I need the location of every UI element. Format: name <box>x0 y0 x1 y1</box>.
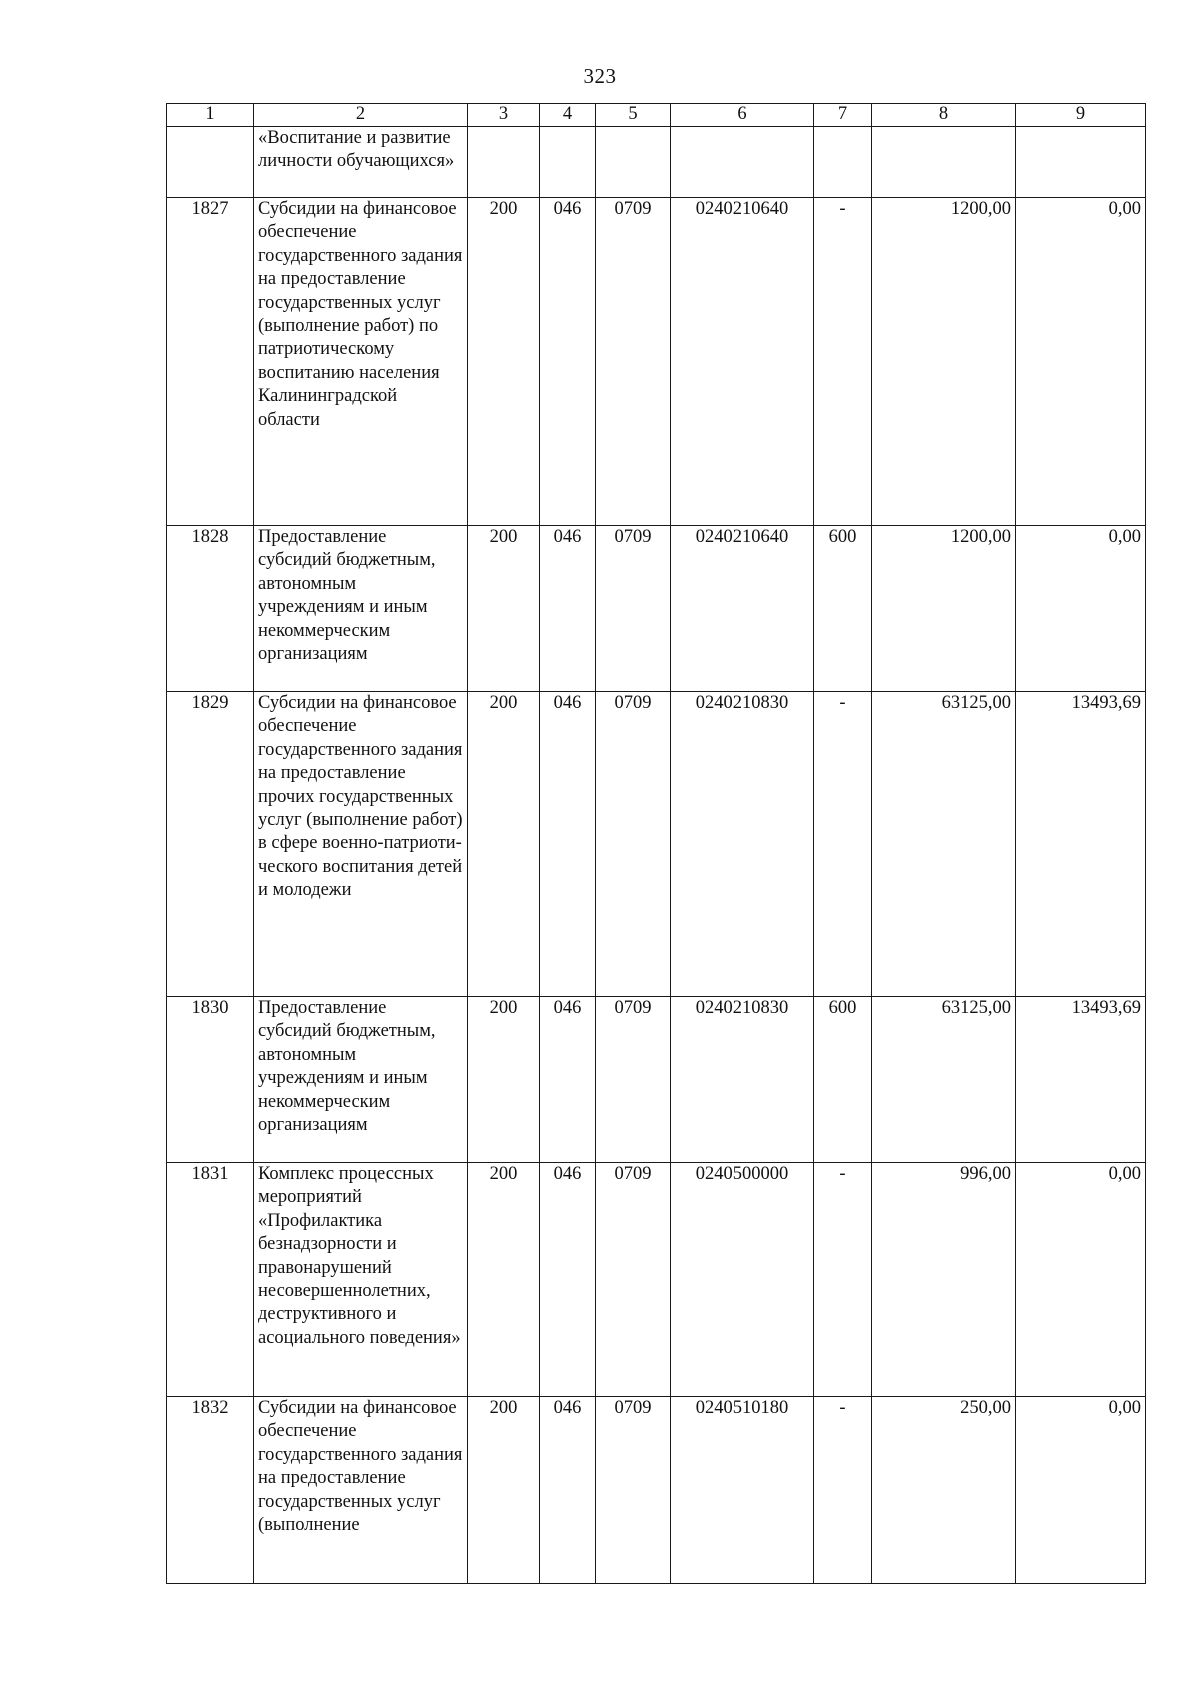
table-row <box>167 127 1146 198</box>
cell-col4 <box>540 127 596 198</box>
row-number: 1830 <box>167 997 254 1163</box>
cell-col3 <box>468 127 540 198</box>
cell-col4: 046 <box>540 1397 596 1584</box>
column-header-5: 5 <box>596 104 671 127</box>
cell-col3: 200 <box>468 1397 540 1584</box>
cell-col4: 046 <box>540 526 596 692</box>
cell-col9 <box>1016 127 1146 198</box>
cell-col9: 0,00 <box>1016 1397 1146 1584</box>
cell-col9: 13493,69 <box>1016 997 1146 1163</box>
column-header-7: 7 <box>814 104 872 127</box>
cell-col8: 1200,00 <box>872 198 1016 526</box>
cell-col8: 996,00 <box>872 1163 1016 1397</box>
column-header-3: 3 <box>468 104 540 127</box>
column-header-9: 9 <box>1016 104 1146 127</box>
cell-col9: 0,00 <box>1016 198 1146 526</box>
row-number: 1829 <box>167 692 254 997</box>
row-name: Субсидии на финансовое обеспечение государственного задания на предоставление государственных услуг (выполнение работ) по патриотическому воспитанию населения Калининградской области <box>254 198 468 526</box>
column-header-6: 6 <box>671 104 814 127</box>
cell-col3: 200 <box>468 526 540 692</box>
cell-col5: 0709 <box>596 1163 671 1397</box>
row-name: Субсидии на финансовое обеспечение государственного задания на предоставление государственных услуг (выполнение <box>254 1397 468 1584</box>
cell-col5: 0709 <box>596 1397 671 1584</box>
cell-col8: 1200,00 <box>872 526 1016 692</box>
cell-col9: 13493,69 <box>1016 692 1146 997</box>
cell-col3: 200 <box>468 997 540 1163</box>
cell-col3: 200 <box>468 198 540 526</box>
cell-col3: 200 <box>468 692 540 997</box>
header-row <box>167 104 1146 127</box>
cell-col5: 0709 <box>596 692 671 997</box>
cell-col8: 63125,00 <box>872 997 1016 1163</box>
table-header <box>167 104 1146 127</box>
column-header-1: 1 <box>167 104 254 127</box>
cell-col6: 0240510180 <box>671 1397 814 1584</box>
cell-col7: - <box>814 1163 872 1397</box>
cell-col7: 600 <box>814 526 872 692</box>
cell-col9: 0,00 <box>1016 526 1146 692</box>
cell-col5: 0709 <box>596 198 671 526</box>
table-row <box>167 1397 1146 1584</box>
row-name: Предоставление субсидий бюджетным, автономным учреждениям и иным некоммерческим организациям <box>254 997 468 1163</box>
cell-col6: 0240210640 <box>671 198 814 526</box>
row-name: Предоставление субсидий бюджетным, автономным учреждениям и иным некоммерческим организациям <box>254 526 468 692</box>
cell-col6: 0240210830 <box>671 692 814 997</box>
table-row <box>167 526 1146 692</box>
row-number: 1832 <box>167 1397 254 1584</box>
column-header-8: 8 <box>872 104 1016 127</box>
table-row <box>167 997 1146 1163</box>
row-name: «Воспитание и развитие личности обучающихся» <box>254 127 468 198</box>
page-number: 323 <box>583 64 617 88</box>
budget-table <box>166 103 1146 1584</box>
row-name: Комплекс процессных мероприятий «Профилактика безнадзорности и правонарушений несовершеннолетних, деструктивного и асоциального поведения» <box>254 1163 468 1397</box>
cell-col6 <box>671 127 814 198</box>
table-row <box>167 692 1146 997</box>
row-number <box>167 127 254 198</box>
cell-col5: 0709 <box>596 526 671 692</box>
cell-col5: 0709 <box>596 997 671 1163</box>
table-row <box>167 1163 1146 1397</box>
cell-col8: 250,00 <box>872 1397 1016 1584</box>
table-body <box>167 127 1146 1584</box>
cell-col8 <box>872 127 1016 198</box>
cell-col6: 0240210830 <box>671 997 814 1163</box>
column-header-2: 2 <box>254 104 468 127</box>
cell-col7: - <box>814 692 872 997</box>
cell-col4: 046 <box>540 1163 596 1397</box>
cell-col8: 63125,00 <box>872 692 1016 997</box>
cell-col9: 0,00 <box>1016 1163 1146 1397</box>
cell-col4: 046 <box>540 692 596 997</box>
cell-col7: - <box>814 1397 872 1584</box>
cell-col4: 046 <box>540 198 596 526</box>
row-number: 1828 <box>167 526 254 692</box>
column-header-4: 4 <box>540 104 596 127</box>
cell-col6: 0240500000 <box>671 1163 814 1397</box>
table-row <box>167 198 1146 526</box>
cell-col3: 200 <box>468 1163 540 1397</box>
cell-col4: 046 <box>540 997 596 1163</box>
cell-col6: 0240210640 <box>671 526 814 692</box>
row-number: 1831 <box>167 1163 254 1397</box>
cell-col5 <box>596 127 671 198</box>
cell-col7: 600 <box>814 997 872 1163</box>
cell-col7 <box>814 127 872 198</box>
cell-col7: - <box>814 198 872 526</box>
row-number: 1827 <box>167 198 254 526</box>
row-name: Субсидии на финансовое обеспечение государственного задания на предоставление прочих государственных услуг (выполнение работ) в сфере военно-патриоти-ческого воспитания детей и молодежи <box>254 692 468 997</box>
